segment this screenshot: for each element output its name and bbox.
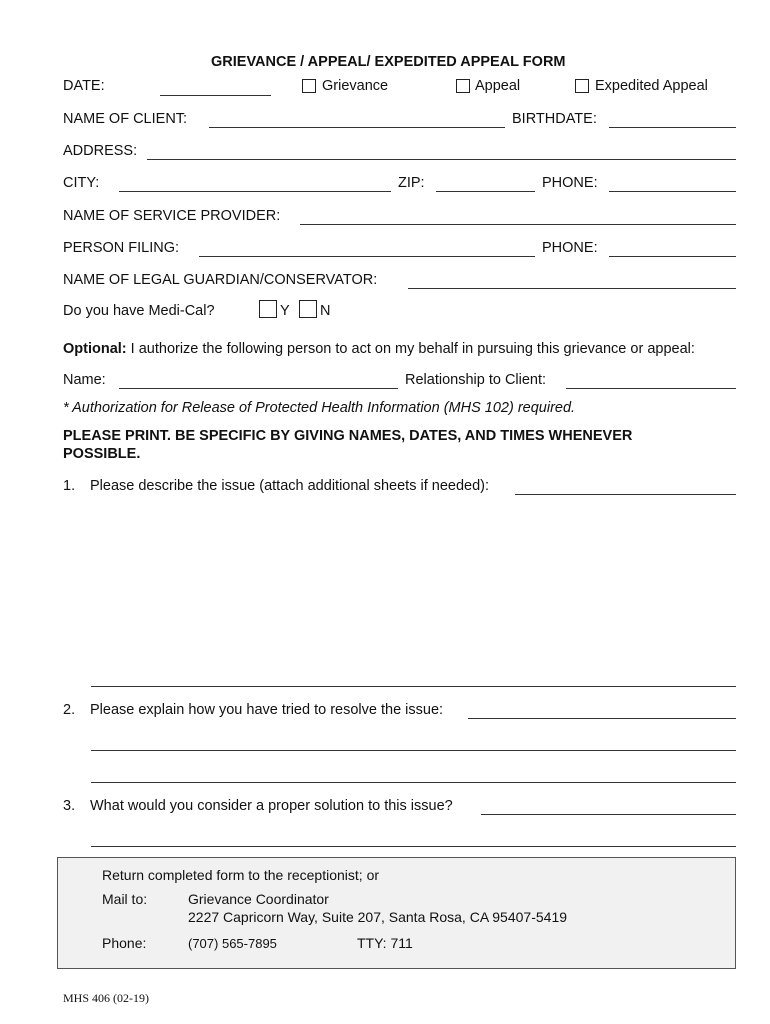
question-2-answer-line-2[interactable] xyxy=(91,782,736,783)
client-name-label: NAME OF CLIENT: xyxy=(63,111,188,127)
phone-label: PHONE: xyxy=(542,175,598,191)
question-3-answer-line[interactable] xyxy=(91,846,736,847)
instructions-line2: POSSIBLE. xyxy=(63,446,141,462)
mail-name: Grievance Coordinator xyxy=(188,891,329,907)
return-line1: Return completed form to the receptionist; or xyxy=(102,867,380,883)
appeal-checkbox[interactable] xyxy=(456,79,470,93)
city-input-line[interactable] xyxy=(119,191,391,192)
medi-cal-no-checkbox[interactable] xyxy=(299,300,317,318)
question-1-input-line[interactable] xyxy=(515,494,736,495)
legal-guardian-label: NAME OF LEGAL GUARDIAN/CONSERVATOR: xyxy=(63,272,378,288)
birthdate-input-line[interactable] xyxy=(609,127,736,128)
relationship-label: Relationship to Client: xyxy=(405,372,547,388)
medi-cal-yes-label: Y xyxy=(280,303,290,319)
zip-label: ZIP: xyxy=(398,175,425,191)
question-2-text: Please explain how you have tried to resolve the issue: xyxy=(90,702,444,718)
phone2-input-line[interactable] xyxy=(609,256,736,257)
expedited-appeal-label: Expedited Appeal xyxy=(595,78,708,94)
medi-cal-no-label: N xyxy=(320,303,331,319)
optional-label: Optional: xyxy=(63,341,127,357)
address-label: ADDRESS: xyxy=(63,143,138,159)
question-1-number: 1. xyxy=(63,478,76,494)
mail-address: 2227 Capricorn Way, Suite 207, Santa Rosa, CA 95407-5419 xyxy=(188,909,568,925)
client-name-input-line[interactable] xyxy=(209,127,505,128)
tty-number: TTY: 711 xyxy=(357,935,413,951)
question-1-text: Please describe the issue (attach additional sheets if needed): xyxy=(90,478,489,494)
question-3-number: 3. xyxy=(63,798,76,814)
service-provider-label: NAME OF SERVICE PROVIDER: xyxy=(63,208,281,224)
question-1-answer-line[interactable] xyxy=(91,686,736,687)
authorization-note: * Authorization for Release of Protected Health Information (MHS 102) required. xyxy=(63,400,576,416)
appeal-label: Appeal xyxy=(475,78,521,94)
phone-contact-value: (707) 565-7895 xyxy=(188,936,277,951)
phone2-label: PHONE: xyxy=(542,240,598,256)
rep-name-label: Name: xyxy=(63,372,106,388)
date-label: DATE: xyxy=(63,78,105,94)
optional-text: I authorize the following person to act on my behalf in pursuing this grievance or appeal: xyxy=(126,341,695,357)
rep-name-input-line[interactable] xyxy=(119,388,398,389)
person-filing-input-line[interactable] xyxy=(199,256,535,257)
service-provider-input-line[interactable] xyxy=(300,224,736,225)
medi-cal-label: Do you have Medi-Cal? xyxy=(63,303,215,319)
form-id: MHS 406 (02-19) xyxy=(63,991,149,1005)
optional-statement xyxy=(63,341,695,357)
form-title: GRIEVANCE / APPEAL/ EXPEDITED APPEAL FORM xyxy=(211,54,566,70)
grievance-checkbox[interactable] xyxy=(302,79,316,93)
question-3-input-line[interactable] xyxy=(481,814,736,815)
city-label: CITY: xyxy=(63,175,100,191)
medi-cal-yes-checkbox[interactable] xyxy=(259,300,277,318)
date-input-line[interactable] xyxy=(160,95,271,96)
relationship-input-line[interactable] xyxy=(566,388,736,389)
question-3-text: What would you consider a proper solution to this issue? xyxy=(90,798,453,814)
expedited-appeal-checkbox[interactable] xyxy=(575,79,589,93)
person-filing-label: PERSON FILING: xyxy=(63,240,180,256)
legal-guardian-input-line[interactable] xyxy=(408,288,736,289)
question-2-input-line[interactable] xyxy=(468,718,736,719)
instructions-line1: PLEASE PRINT. BE SPECIFIC BY GIVING NAMES, DATES, AND TIMES WHENEVER xyxy=(63,428,633,444)
mail-label: Mail to: xyxy=(102,891,148,907)
birthdate-label: BIRTHDATE: xyxy=(512,111,597,127)
question-2-number: 2. xyxy=(63,702,76,718)
address-input-line[interactable] xyxy=(147,159,736,160)
question-2-answer-line-1[interactable] xyxy=(91,750,736,751)
phone-contact-label: Phone: xyxy=(102,935,147,951)
grievance-label: Grievance xyxy=(322,78,389,94)
phone-input-line[interactable] xyxy=(609,191,736,192)
zip-input-line[interactable] xyxy=(436,191,535,192)
